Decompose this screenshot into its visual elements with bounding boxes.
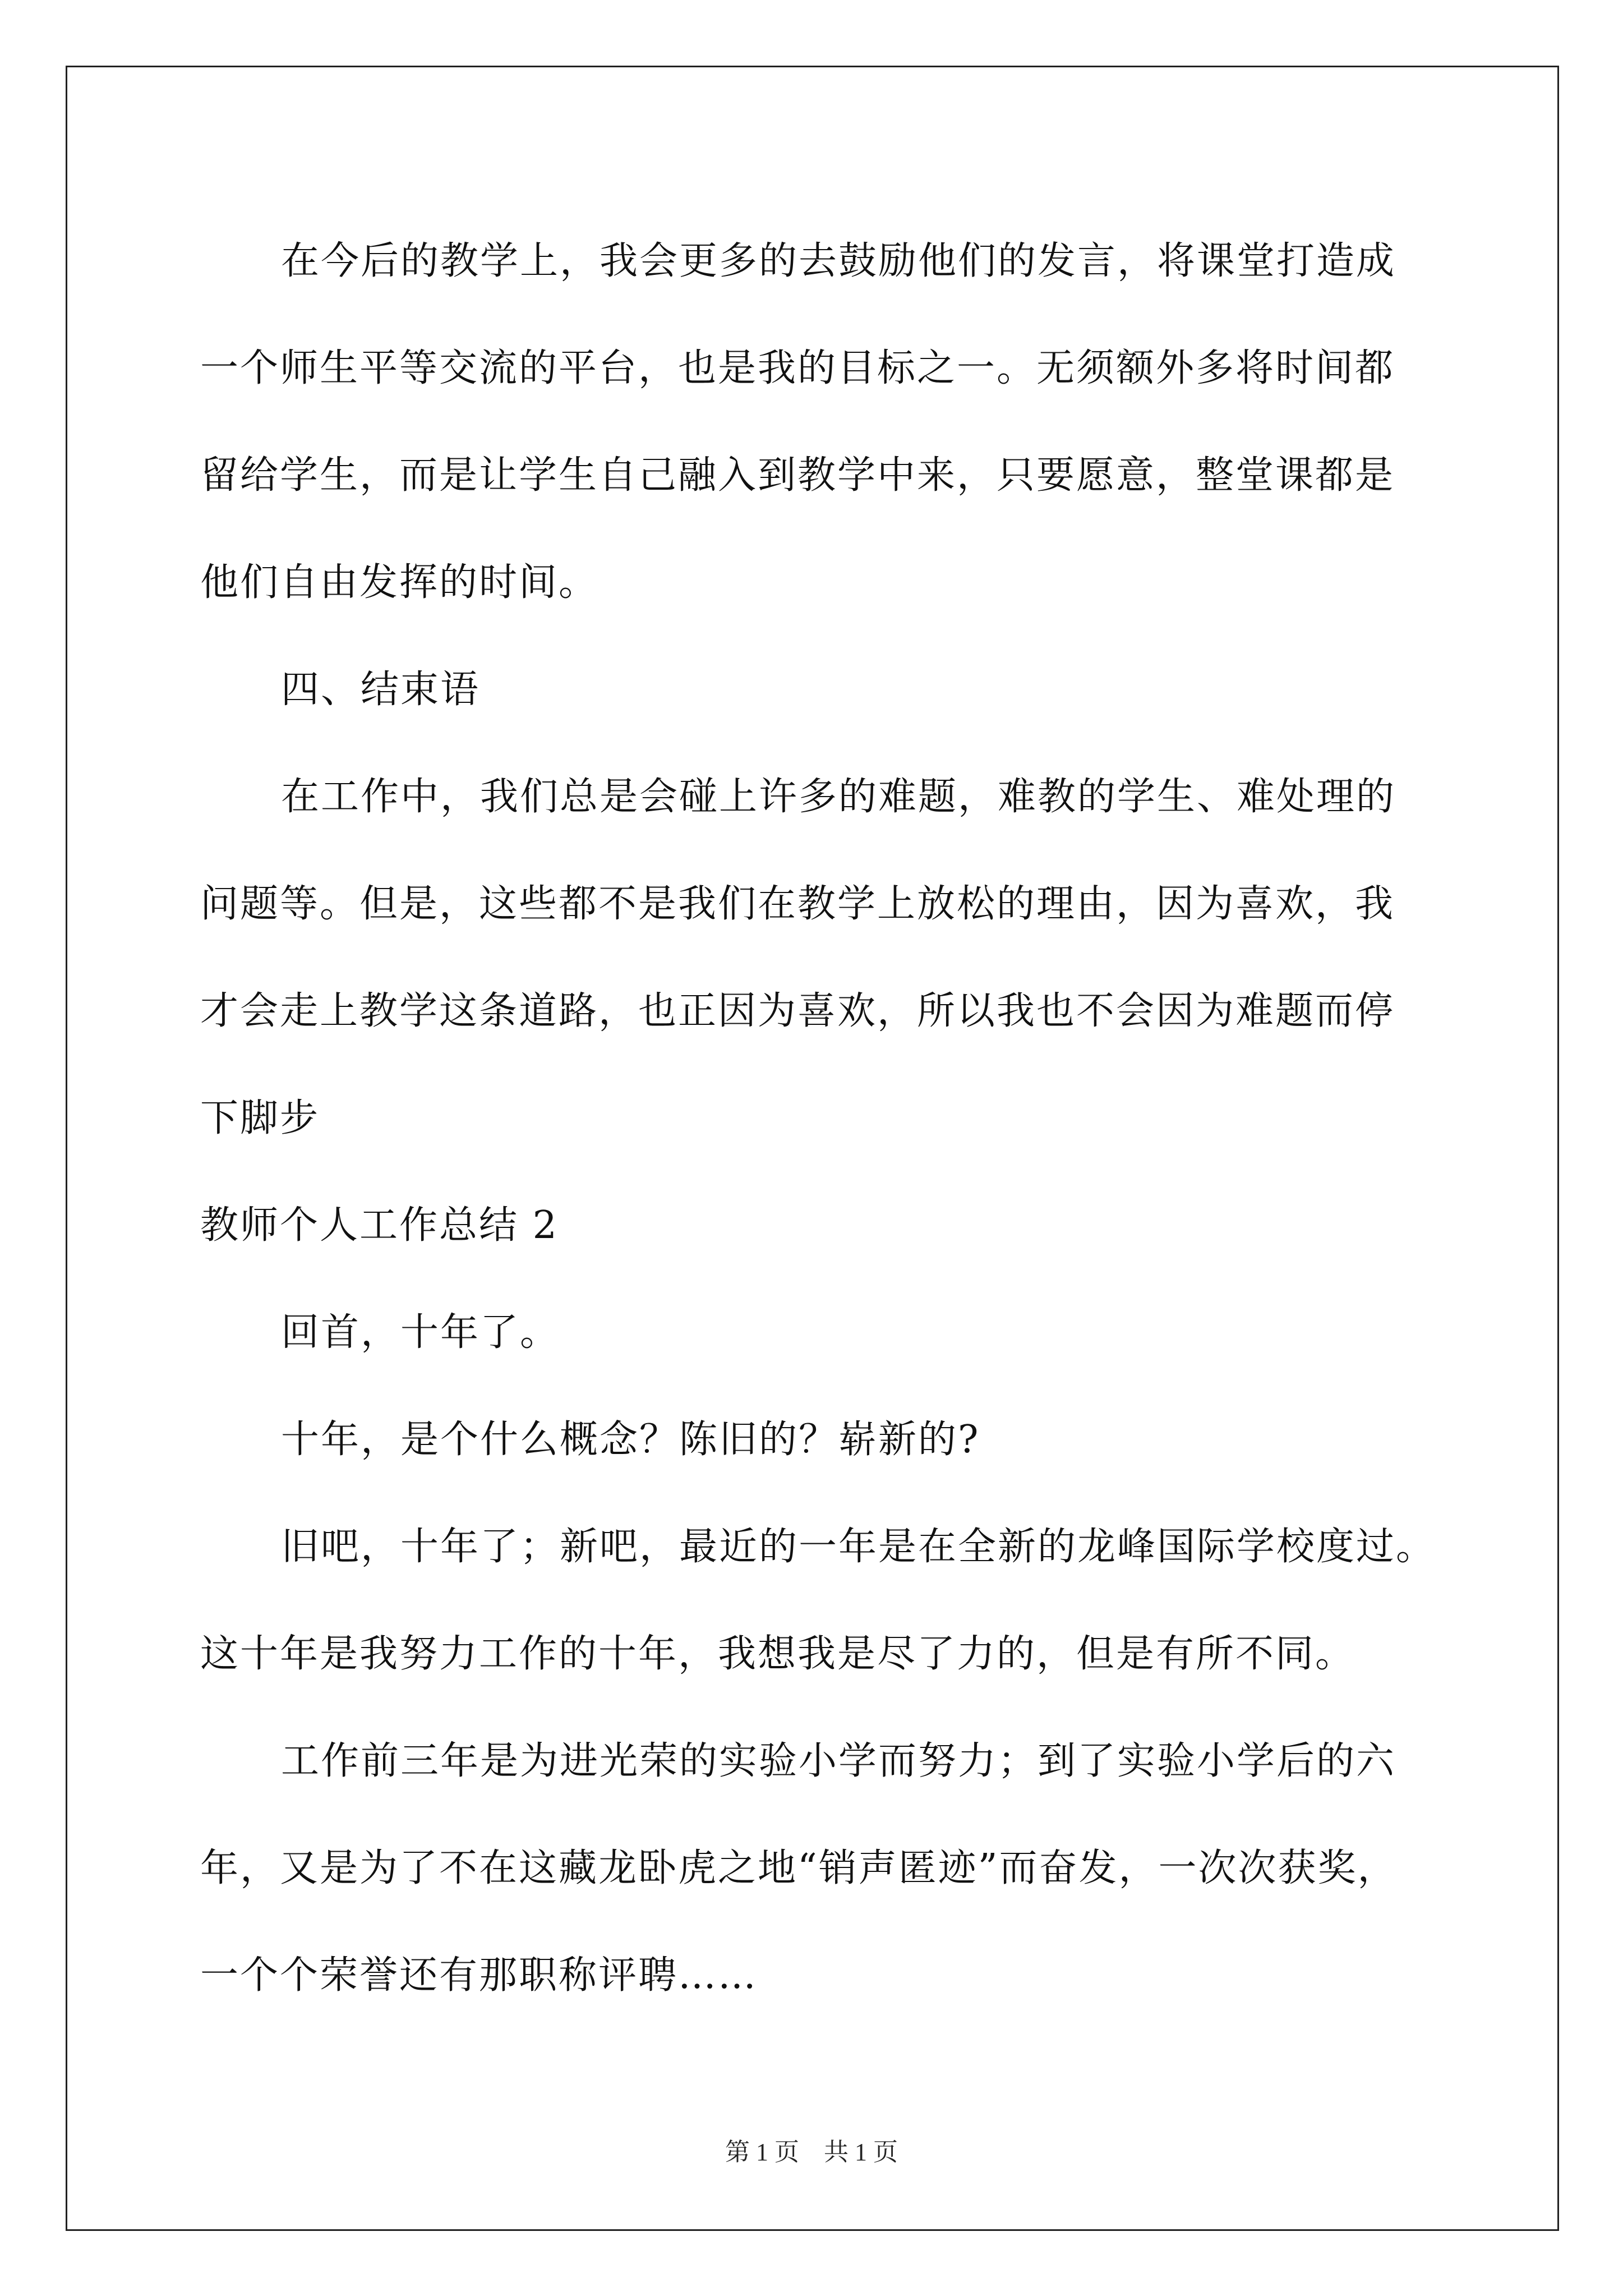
paragraph-line: 才会走上教学这条道路，也正因为喜欢，所以我也不会因为难题而停: [200, 989, 1395, 1033]
section-heading: 四、结束语: [281, 668, 481, 712]
paragraph-line: 在今后的教学上，我会更多的去鼓励他们的发言，将课堂打造成: [281, 239, 1396, 283]
paragraph-line: 一个个荣誉还有那职称评聘……: [200, 1953, 758, 1998]
paragraph-line: 十年，是个什么概念？陈旧的？崭新的?: [281, 1418, 980, 1462]
paragraph-line: 这十年是我努力工作的十年，我想我是尽了力的，但是有所不同。: [200, 1632, 1355, 1676]
paragraph-line: 年，又是为了不在这藏龙卧虎之地“销声匿迹”而奋发，一次次获奖，: [200, 1846, 1398, 1890]
paragraph-line: 下脚步: [200, 1096, 320, 1140]
paragraph-line: 一个师生平等交流的平台，也是我的目标之一。无须额外多将时间都: [200, 346, 1395, 390]
paragraph-line: 他们自由发挥的时间。: [200, 560, 599, 605]
page-footer: 第 1 页 共 1 页: [725, 2138, 898, 2166]
paragraph-line: 问题等。但是，这些都不是我们在教学上放松的理由，因为喜欢，我: [200, 882, 1395, 926]
paragraph-line: 回首，十年了。: [281, 1310, 560, 1355]
paragraph-line: 留给学生，而是让学生自己融入到教学中来，只要愿意，整堂课都是: [200, 453, 1395, 498]
paragraph-line: 旧吧，十年了；新吧，最近的一年是在全新的龙峰国际学校度过。: [281, 1525, 1436, 1569]
paragraph-line: 工作前三年是为进光荣的实验小学而努力；到了实验小学后的六: [281, 1739, 1396, 1783]
paragraph-line: 在工作中，我们总是会碰上许多的难题，难教的学生、难处理的: [281, 775, 1396, 819]
document-body: [200, 208, 1434, 2029]
document-title: 教师个人工作总结 2: [200, 1203, 559, 1248]
